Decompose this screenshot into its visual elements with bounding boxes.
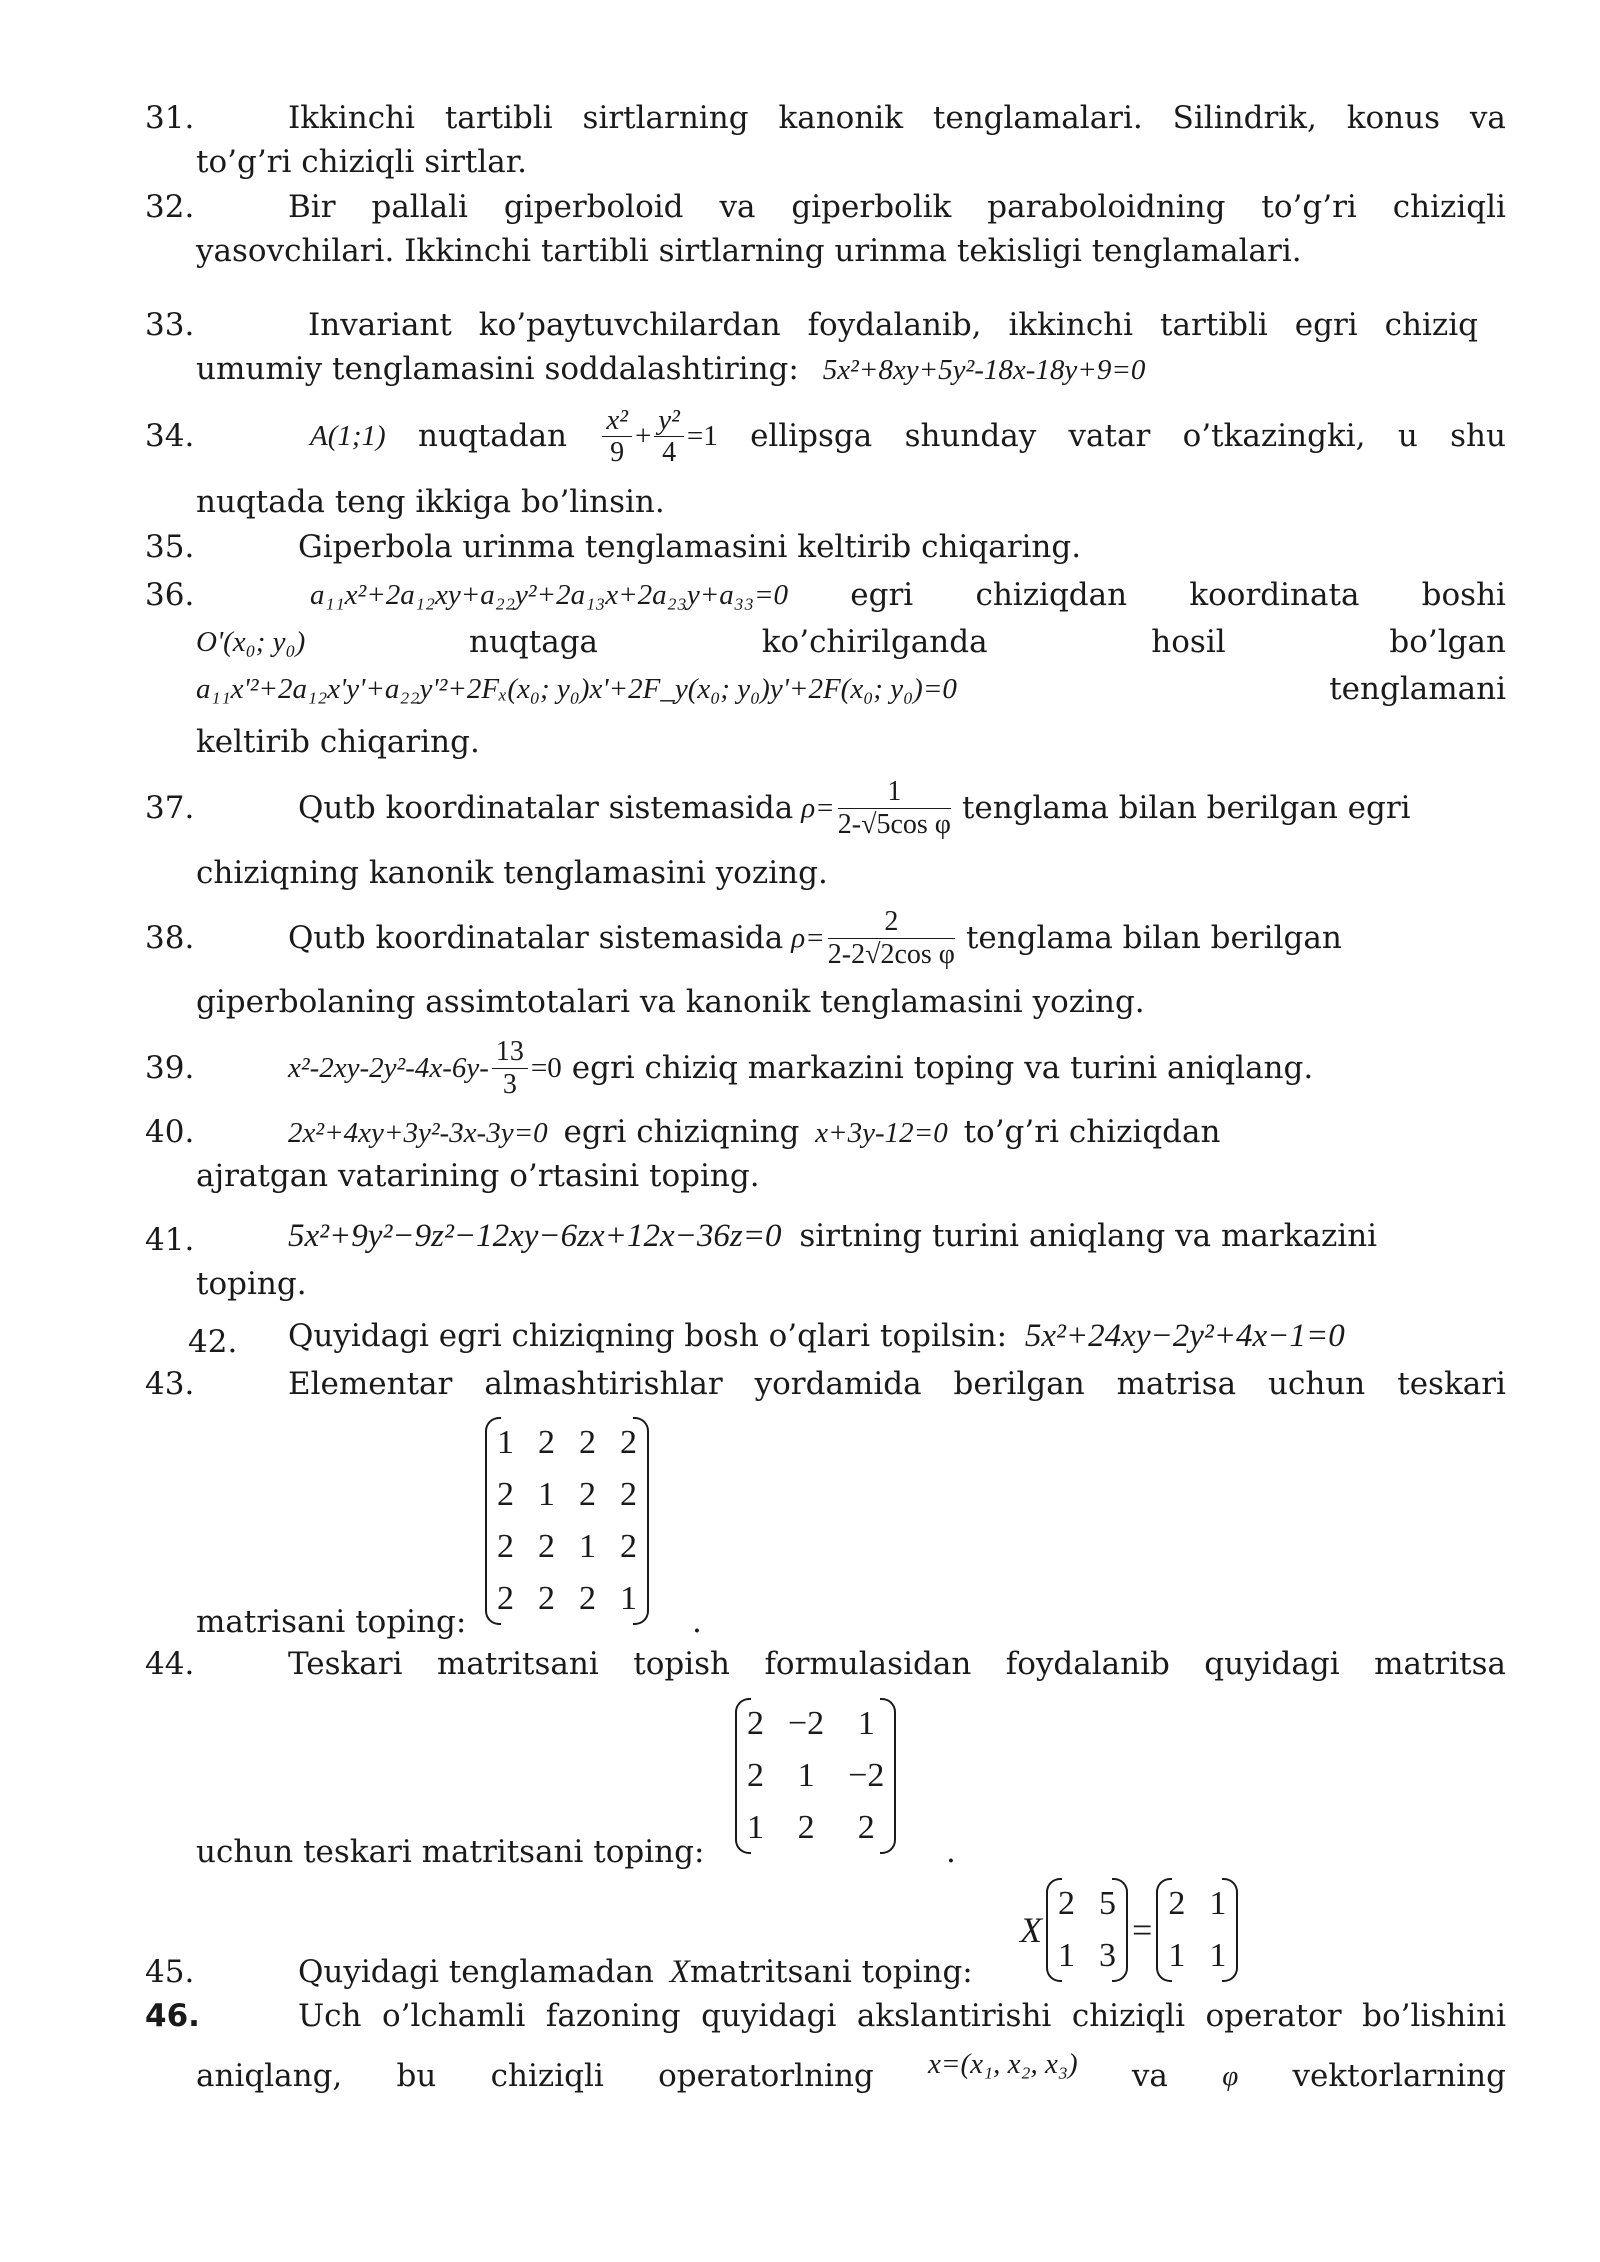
vector-x: x=(x₁, x₂, x₃) [928, 2048, 1078, 2080]
period: . [692, 1604, 702, 1640]
item-number: 35. [145, 529, 195, 565]
item-number: 44. [145, 1646, 195, 1682]
item-number: 37. [145, 790, 195, 826]
point-label: A(1;1) [310, 420, 386, 452]
item-33-line1: Invariant ko’paytuvchilardan foydalanib, ikkinchi tartibli egri chiziq [308, 307, 1478, 343]
item-38-line2: giperbolaning assimtotalari va kanonik tenglamasini yozing. [196, 984, 1145, 1020]
item-34-line2: nuqtada teng ikkiga bo’linsin. [196, 484, 665, 520]
item-39-line1: x²-2xy-2y²-4x-6y- $\frac{13}{3}$ =0 egri chiziq markazini toping va turini aniqlang. [288, 1035, 1314, 1100]
fraction: $\frac{1}{\text{2-√5cos φ}}$ [837, 775, 951, 840]
item-number: 40. [145, 1114, 195, 1150]
matrix-45-right: 2 1 1 1 [1156, 1878, 1238, 1982]
item-36-line4: keltirib chiqaring. [196, 724, 480, 760]
item-46-line2: aniqlang, bu chiziqli operatorlning x=(x₁, x₂, x₃) va φ vektorlarning [196, 2056, 1506, 2096]
item-number: 46. [145, 1998, 200, 2034]
item-38-line1: Qutb koordinatalar sistemasida ρ= $\frac{2}{\text{2-2√2cos φ}}$ tenglama bilan berilgan [288, 905, 1342, 970]
item-41-line2: toping. [196, 1266, 307, 1302]
item-number: 45. [145, 1954, 195, 1990]
item-43-line1: Elementar almashtirishlar yordamida berilgan matrisa uchun teskari [288, 1366, 1506, 1402]
item-35-text: Giperbola urinma tenglamasini keltirib chiqaring. [298, 529, 1082, 565]
item-number: 34. [145, 418, 195, 454]
equation: a₁₁x²+2a₁₂xy+a₂₂y²+2a₁₃x+2a₂₃y+a₃₃=0 [310, 579, 789, 611]
item-36-line3: a₁₁x'²+2a₁₂x'y'+a₂₂y'²+2Fₓ(x₀; y₀)x'+2F_y(x₀; y₀)y'+2F(x₀; y₀)=0 tenglamani [196, 671, 1506, 707]
fraction: $\frac{2}{\text{2-2√2cos φ}}$ [827, 905, 955, 970]
item-40-line1: 2x²+4xy+3y²-3x-3y=0 egri chiziqning x+3y-12=0 to’g’ri chiziqdan [288, 1114, 1221, 1150]
matrix-43: 1 2 2 2 2 1 2 2 2 2 1 2 2 2 2 1 [485, 1417, 649, 1625]
item-41-line1: 5x²+9y²−9z²−12xy−6zx+12x−36z=0 sirtning turini aniqlang va markazini [288, 1218, 1378, 1254]
ellipse-equation: $\frac{\text{x²}}{9}$ + $\frac{\text{y²}}{4}$ =1 [599, 404, 717, 469]
item-32-line2: yasovchilari. Ikkinchi tartibli sirtlarning urinma tekisligi tenglamalari. [196, 233, 1302, 269]
item-number: 36. [145, 577, 195, 613]
item-number: 31. [145, 100, 195, 136]
item-number: 42. [188, 1324, 238, 1360]
item-number: 39. [145, 1050, 195, 1086]
item-46-line1: Uch o’lchamli fazoning quyidagi akslantirishi chiziqli operator bo’lishini [298, 1998, 1506, 2034]
item-44-line1: Teskari matritsani topish formulasidan foydalanib quyidagi matritsa [288, 1646, 1506, 1682]
item-32-line1: Bir pallali giperboloid va giperbolik paraboloidning to’g’ri chiziqli [288, 189, 1506, 225]
line-equation: x+3y-12=0 [815, 1117, 948, 1149]
item-36-line1: a₁₁x²+2a₁₂xy+a₂₂y²+2a₁₃x+2a₂₃y+a₃₃=0 egri chiziqdan koordinata boshi [310, 577, 1506, 613]
item-40-line2: ajratgan vatarining o’rtasini toping. [196, 1158, 760, 1194]
matrix-45-left: 2 5 1 3 [1046, 1878, 1128, 1982]
item-45-line1: Quyidagi tenglamadan Xmatritsani toping: [298, 1954, 973, 1990]
item-44-line2: uchun teskari matritsani toping: [196, 1834, 705, 1870]
item-number: 32. [145, 189, 195, 225]
equation: 5x²+24xy−2y²+4x−1=0 [1024, 1318, 1345, 1354]
equation: 5x²+8xy+5y²-18x-18y+9=0 [822, 354, 1146, 386]
item-number: 41. [145, 1222, 195, 1258]
item-34-line1: A(1;1) nuqtadan $\frac{\text{x²}}{9}$ + $\frac{\text{y²}}{4}$ =1 ellipsga shunday vatar o’tkazingki, u shu [310, 403, 1506, 468]
vector-phi: φ [1222, 2060, 1239, 2092]
fraction: $\frac{13}{3}$ [492, 1036, 528, 1101]
point-label: O'(x₀; y₀) [196, 626, 306, 658]
item-37-line1: Qutb koordinatalar sistemasida ρ= $\frac{1}{\text{2-√5cos φ}}$ tenglama bilan berilgan egri [298, 775, 1411, 840]
item-33-line2: umumiy tenglamasini soddalashtiring: 5x²+8xy+5y²-18x-18y+9=0 [196, 351, 1146, 387]
item-37-line2: chiziqning kanonik tenglamasini yozing. [196, 855, 828, 891]
equation: 5x²+9y²−9z²−12xy−6zx+12x−36z=0 [288, 1218, 782, 1254]
period: . [946, 1834, 956, 1870]
item-36-line2: O'(x₀; y₀) nuqtaga ko’chirilganda hosil bo’lgan [196, 624, 1506, 660]
item-number: 33. [145, 307, 195, 343]
equation: 2x²+4xy+3y²-3x-3y=0 [288, 1117, 548, 1149]
item-43-line2: matrisani toping: [196, 1604, 467, 1640]
item-number: 43. [145, 1366, 195, 1402]
item-31-line2: to’g’ri chiziqli sirtlar. [196, 144, 528, 180]
matrix-equation-45: X 2 5 1 3 = 2 1 1 1 [1020, 1878, 1238, 1982]
matrix-44: 2 −2 1 2 1 −2 1 2 2 [735, 1698, 896, 1854]
item-42-line1: Quyidagi egri chiziqning bosh o’qlari topilsin: 5x²+24xy−2y²+4x−1=0 [288, 1318, 1345, 1354]
equation: a₁₁x'²+2a₁₂x'y'+a₂₂y'²+2Fₓ(x₀; y₀)x'+2F_y(x₀; y₀)y'+2F(x₀; y₀)=0 [196, 673, 957, 705]
item-number: 38. [145, 920, 195, 956]
item-31-line1: Ikkinchi tartibli sirtlarning kanonik tenglamalari. Silindrik, konus va [288, 100, 1506, 136]
